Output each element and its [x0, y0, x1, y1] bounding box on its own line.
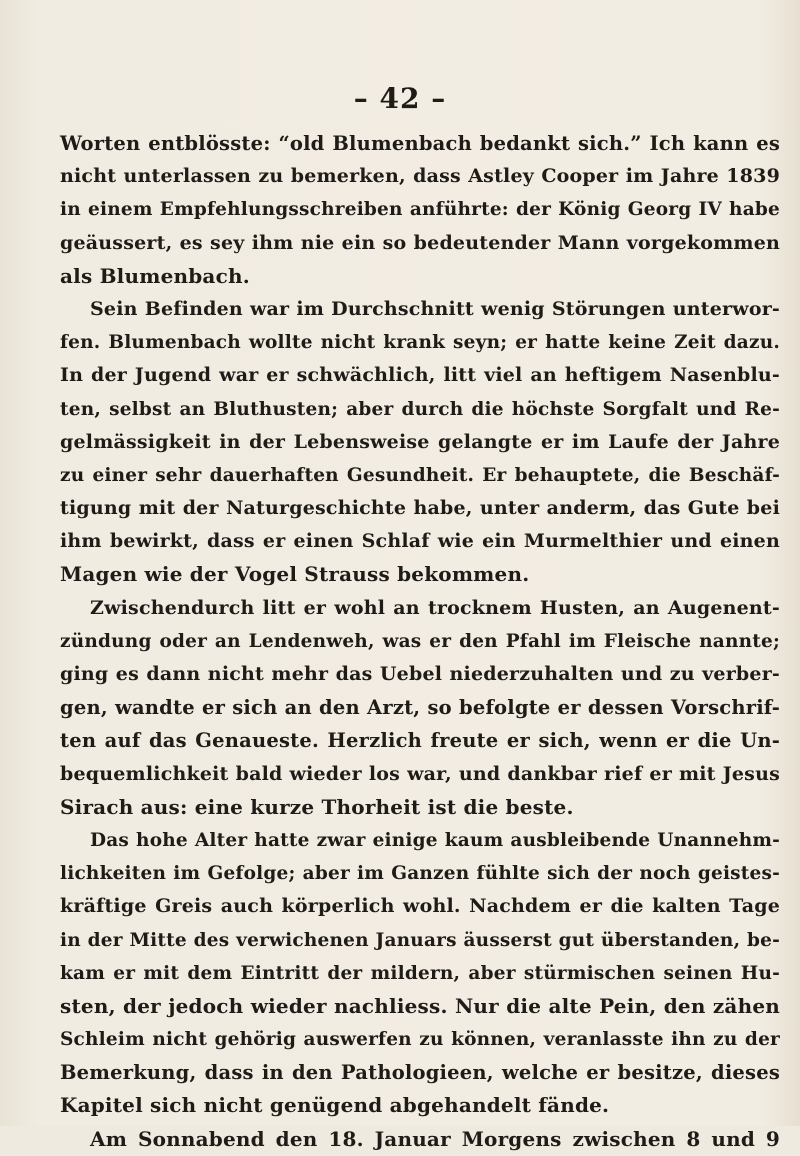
text-line: gelmässigkeit in der Lebensweise gelangte er im Laufe der Jahre: [60, 430, 780, 453]
body-text: [60, 127, 780, 1156]
text-line: nicht unterlassen zu bemerken, dass Astley Cooper im Jahre 1839: [60, 165, 780, 188]
text-line: In der Jugend war er schwächlich, litt viel an heftigem Nasenblu-: [60, 364, 780, 387]
text-line: Zwischendurch litt er wohl an trocknem Husten, an Augenent-: [90, 596, 780, 619]
text-line: fen. Blumenbach wollte nicht krank seyn; er hatte keine Zeit dazu.: [60, 332, 780, 354]
text-line: zu einer sehr dauerhaften Gesundheit. Er behauptete, die Beschäf-: [60, 464, 780, 486]
text-line: Worten entblösste: “old Blumenbach bedankt sich.” Ich kann es: [60, 132, 780, 155]
text-line: Magen wie der Vogel Strauss bekommen.: [60, 562, 530, 587]
text-line: Bemerkung, dass in den Pathologieen, welche er besitze, dieses: [60, 1061, 780, 1085]
text-line: Kapitel sich nicht genügend abgehandelt fände.: [60, 1093, 610, 1118]
text-line: geäussert, es sey ihm nie ein so bedeutender Mann vorgekommen: [60, 231, 780, 254]
text-line: zündung oder an Lendenweh, was er den Pfahl im Fleische nannte;: [60, 630, 780, 652]
text-line: kam er mit dem Eintritt der mildern, aber stürmischen seinen Hu-: [60, 962, 780, 984]
text-line: Schleim nicht gehörig auswerfen zu können, veranlasste ihn zu der: [60, 1029, 780, 1051]
text-line: in einem Empfehlungsschreiben anführte: der König Georg IV habe: [60, 199, 780, 221]
page-number: – 42 –: [353, 82, 447, 115]
text-line: ten auf das Genaueste. Herzlich freute er sich, wenn er die Un-: [60, 729, 780, 753]
text-line: kräftige Greis auch körperlich wohl. Nachdem er die kalten Tage: [60, 895, 780, 918]
text-line: ten, selbst an Bluthusten; aber durch die höchste Sorgfalt und Re-: [60, 398, 780, 420]
text-line: lichkeiten im Gefolge; aber im Ganzen fühlte sich der noch geistes-: [60, 863, 780, 885]
text-line: bequemlichkeit bald wieder los war, und dankbar rief er mit Jesus: [60, 762, 780, 785]
text-line: sten, der jedoch wieder nachliess. Nur die alte Pein, den zähen: [60, 993, 780, 1018]
text-line: ihm bewirkt, dass er einen Schlaf wie ein Murmelthier und einen: [60, 530, 780, 553]
text-line: ging es dann nicht mehr das Uebel niederzuhalten und zu verber-: [60, 663, 780, 685]
text-line: gen, wandte er sich an den Arzt, so befolgte er dessen Vorschrif-: [60, 696, 780, 720]
text-line: tigung mit der Naturgeschichte habe, unter anderm, das Gute bei: [60, 497, 780, 520]
text-line: Sein Befinden war im Durchschnitt wenig Störungen unterwor-: [90, 297, 780, 320]
text-line: Am Sonnabend den 18. Januar Morgens zwischen 8 und 9: [90, 1126, 780, 1151]
text-line: Sirach aus: eine kurze Thorheit ist die beste.: [60, 794, 574, 819]
text-line: in der Mitte des verwichenen Januars äusserst gut überstanden, be-: [60, 929, 780, 951]
text-line: als Blumenbach.: [60, 263, 250, 288]
text-line: Das hohe Alter hatte zwar einige kaum ausbleibende Unannehm-: [90, 829, 780, 851]
